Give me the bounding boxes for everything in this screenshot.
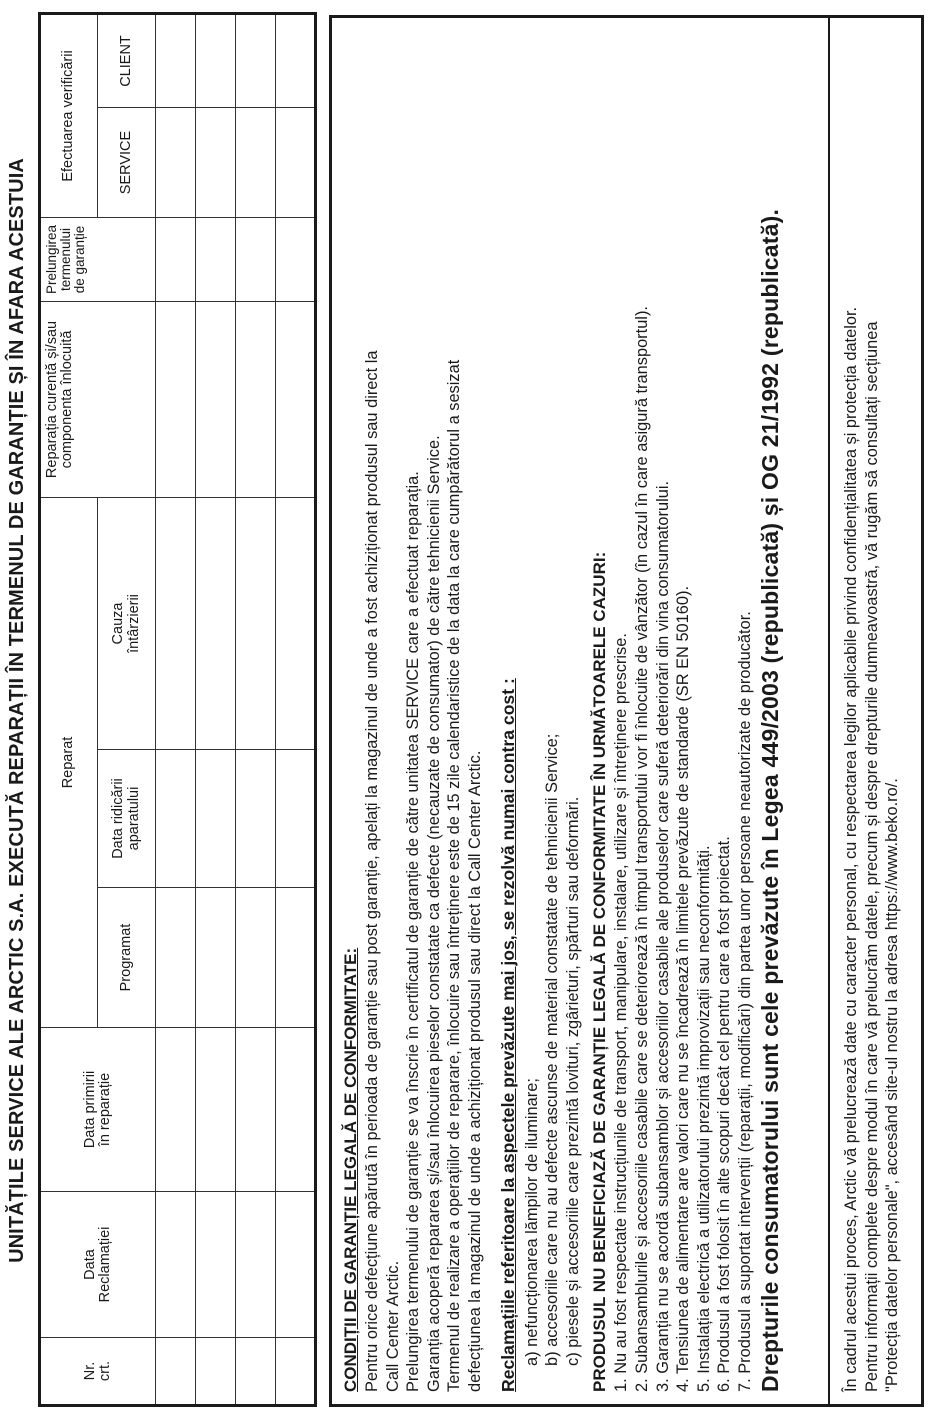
cost-item: b) accesoriile care nu au defecte ascunse de material constatate de tehnicienii Service; [543, 733, 562, 1366]
header-reparat-group: Reparat [40, 498, 98, 1028]
header-cauza-intarzierii: Cauza întârzierii [98, 498, 156, 750]
conditions-heading: CONDIȚII DE GARANȚIE LEGALĂ DE CONFORMITATE: [341, 947, 360, 1392]
header-data-reclamatiei: Data Reclamației [40, 1192, 156, 1338]
cost-item: a) nefuncționarea lămpilor de iluminare; [522, 1078, 541, 1366]
header-client: CLIENT [98, 13, 156, 107]
privacy-line: Pentru informații complete despre modul în care vă prelucrăm datele, precum și despre drepturile dumneavoastră, vă rugăm să consultați secțiunea [862, 321, 881, 1392]
privacy-line: "Protecția datelor personale", accesând site-ul nostru la adresa https://www.beko.ro/. [883, 778, 902, 1392]
table-row [196, 13, 236, 1405]
header-programat: Programat [98, 888, 156, 1028]
header-efectuarea-verificarii: Efectuarea verificării [40, 13, 98, 217]
header-reparatia-curenta: Reparația curentă și/sau componenta înlocuită [40, 302, 156, 498]
exclusion-item: 4. Tensiunea de alimentare are valori care nu se încadrează în limitele prevăzute de standarde (SR EN 50160). [674, 585, 693, 1392]
header-data-ridicarii: Data ridicării aparatului [98, 750, 156, 888]
conditions-line: Termenul de realizare a operațiilor de reparare, înlocuire sau întreținere este de 15 zile calendaristice de la data la care cumpărătorul a sesizat [445, 359, 464, 1392]
exclusion-item: 1. Nu au fost respectate instrucțiunile de transport, manipulare, instalare, utilizare și întreținere prescrise. [612, 633, 631, 1392]
exclusion-item: 3. Garanția nu se acordă subansamblor și accesoriilor casabile ale produselor care suferă deteriorări din vina consumatorului. [653, 480, 672, 1392]
privacy-line: În cadrul acestui proces, Arctic vă prelucrează date cu caracter personal, cu respectarea legilor aplicabile privind confidențialitatea și protecția datelor. [842, 306, 860, 1392]
exclusions-heading: PRODUSUL NU BENEFICIAZĂ DE GARANȚIE LEGALĂ DE CONFORMITATE ÎN URMĂTOARELE CAZURI: [590, 551, 610, 1392]
conditions-section [332, 18, 830, 1404]
cost-item: c) piesele și accesoriile care prezintă lovituri, zgârieturi, spărturi sau deformări. [563, 796, 582, 1366]
header-prelungirea-termenului: Prelungirea termenului de garanție [40, 218, 156, 302]
conditions-line: Call Center Arctic. [383, 1260, 402, 1392]
exclusion-item: 5. Instalația electrică a utilizatorului prezintă improvizații sau neconformități. [694, 845, 713, 1392]
conditions-line: Prelungirea termenului de garanție se va înscrie în certificatul de garanție de către unitatea SERVICE care a efectuat reparația. [404, 471, 423, 1392]
header-data-primirii: Data primirii în reparație [40, 1028, 156, 1192]
consumer-rights-statement: Drepturile consumatorului sunt cele prevăzute în Legea 449/2003 (republicată) și OG 21/1992 (republicată). [756, 208, 783, 1392]
conditions-line: defecțiunea la magazinul de unde a achiziționat produsul sau direct la Call Center Arctic. [465, 750, 484, 1392]
repair-record-table [38, 12, 317, 1407]
conditions-line: Pentru orice defecțiune apărută în perioada de garanție sau post garanție, apelați la magazinul de unde a fost achiziționat produsul sau direct la [363, 350, 381, 1392]
exclusion-item: 7. Produsul a suportat intervenții (reparații, modificări) din partea unor persoane neautorizate de producător. [735, 611, 754, 1392]
cost-heading: Reclamațiile referitoare la aspectele prevăzute mai jos, se rezolvă numai contra cost : [497, 678, 518, 1392]
privacy-notice [841, 32, 903, 1392]
table-row [156, 13, 196, 1405]
header-service: SERVICE [98, 108, 156, 218]
conditions-box [329, 15, 924, 1407]
conditions-line: Garanția acoperă repararea și/sau înlocuirea pieselor constatate ca defecte (necauzate de consumator) de către tehnicienii Service. [424, 435, 443, 1392]
header-nr-crt: Nr. crt. [40, 1338, 156, 1406]
table-row [276, 13, 316, 1405]
service-title: UNITĂȚILE SERVICE ALE ARCTIC S.A. EXECUTĂ REPARAȚII ÎN TERMENUL DE GARANȚIE ȘI ÎN AFARA ACESTUIA [6, 158, 28, 1263]
table-row [236, 13, 276, 1405]
exclusion-item: 2. Subansamblurile și accesoriile casabile care se deteriorează în timpul transportului vor fi înlocuite de vânzător (în cazul în care asigură transportul). [632, 306, 651, 1392]
exclusion-item: 6. Produsul a fost folosit în alte scopuri decât cel pentru care a fost proiectat. [715, 836, 734, 1392]
